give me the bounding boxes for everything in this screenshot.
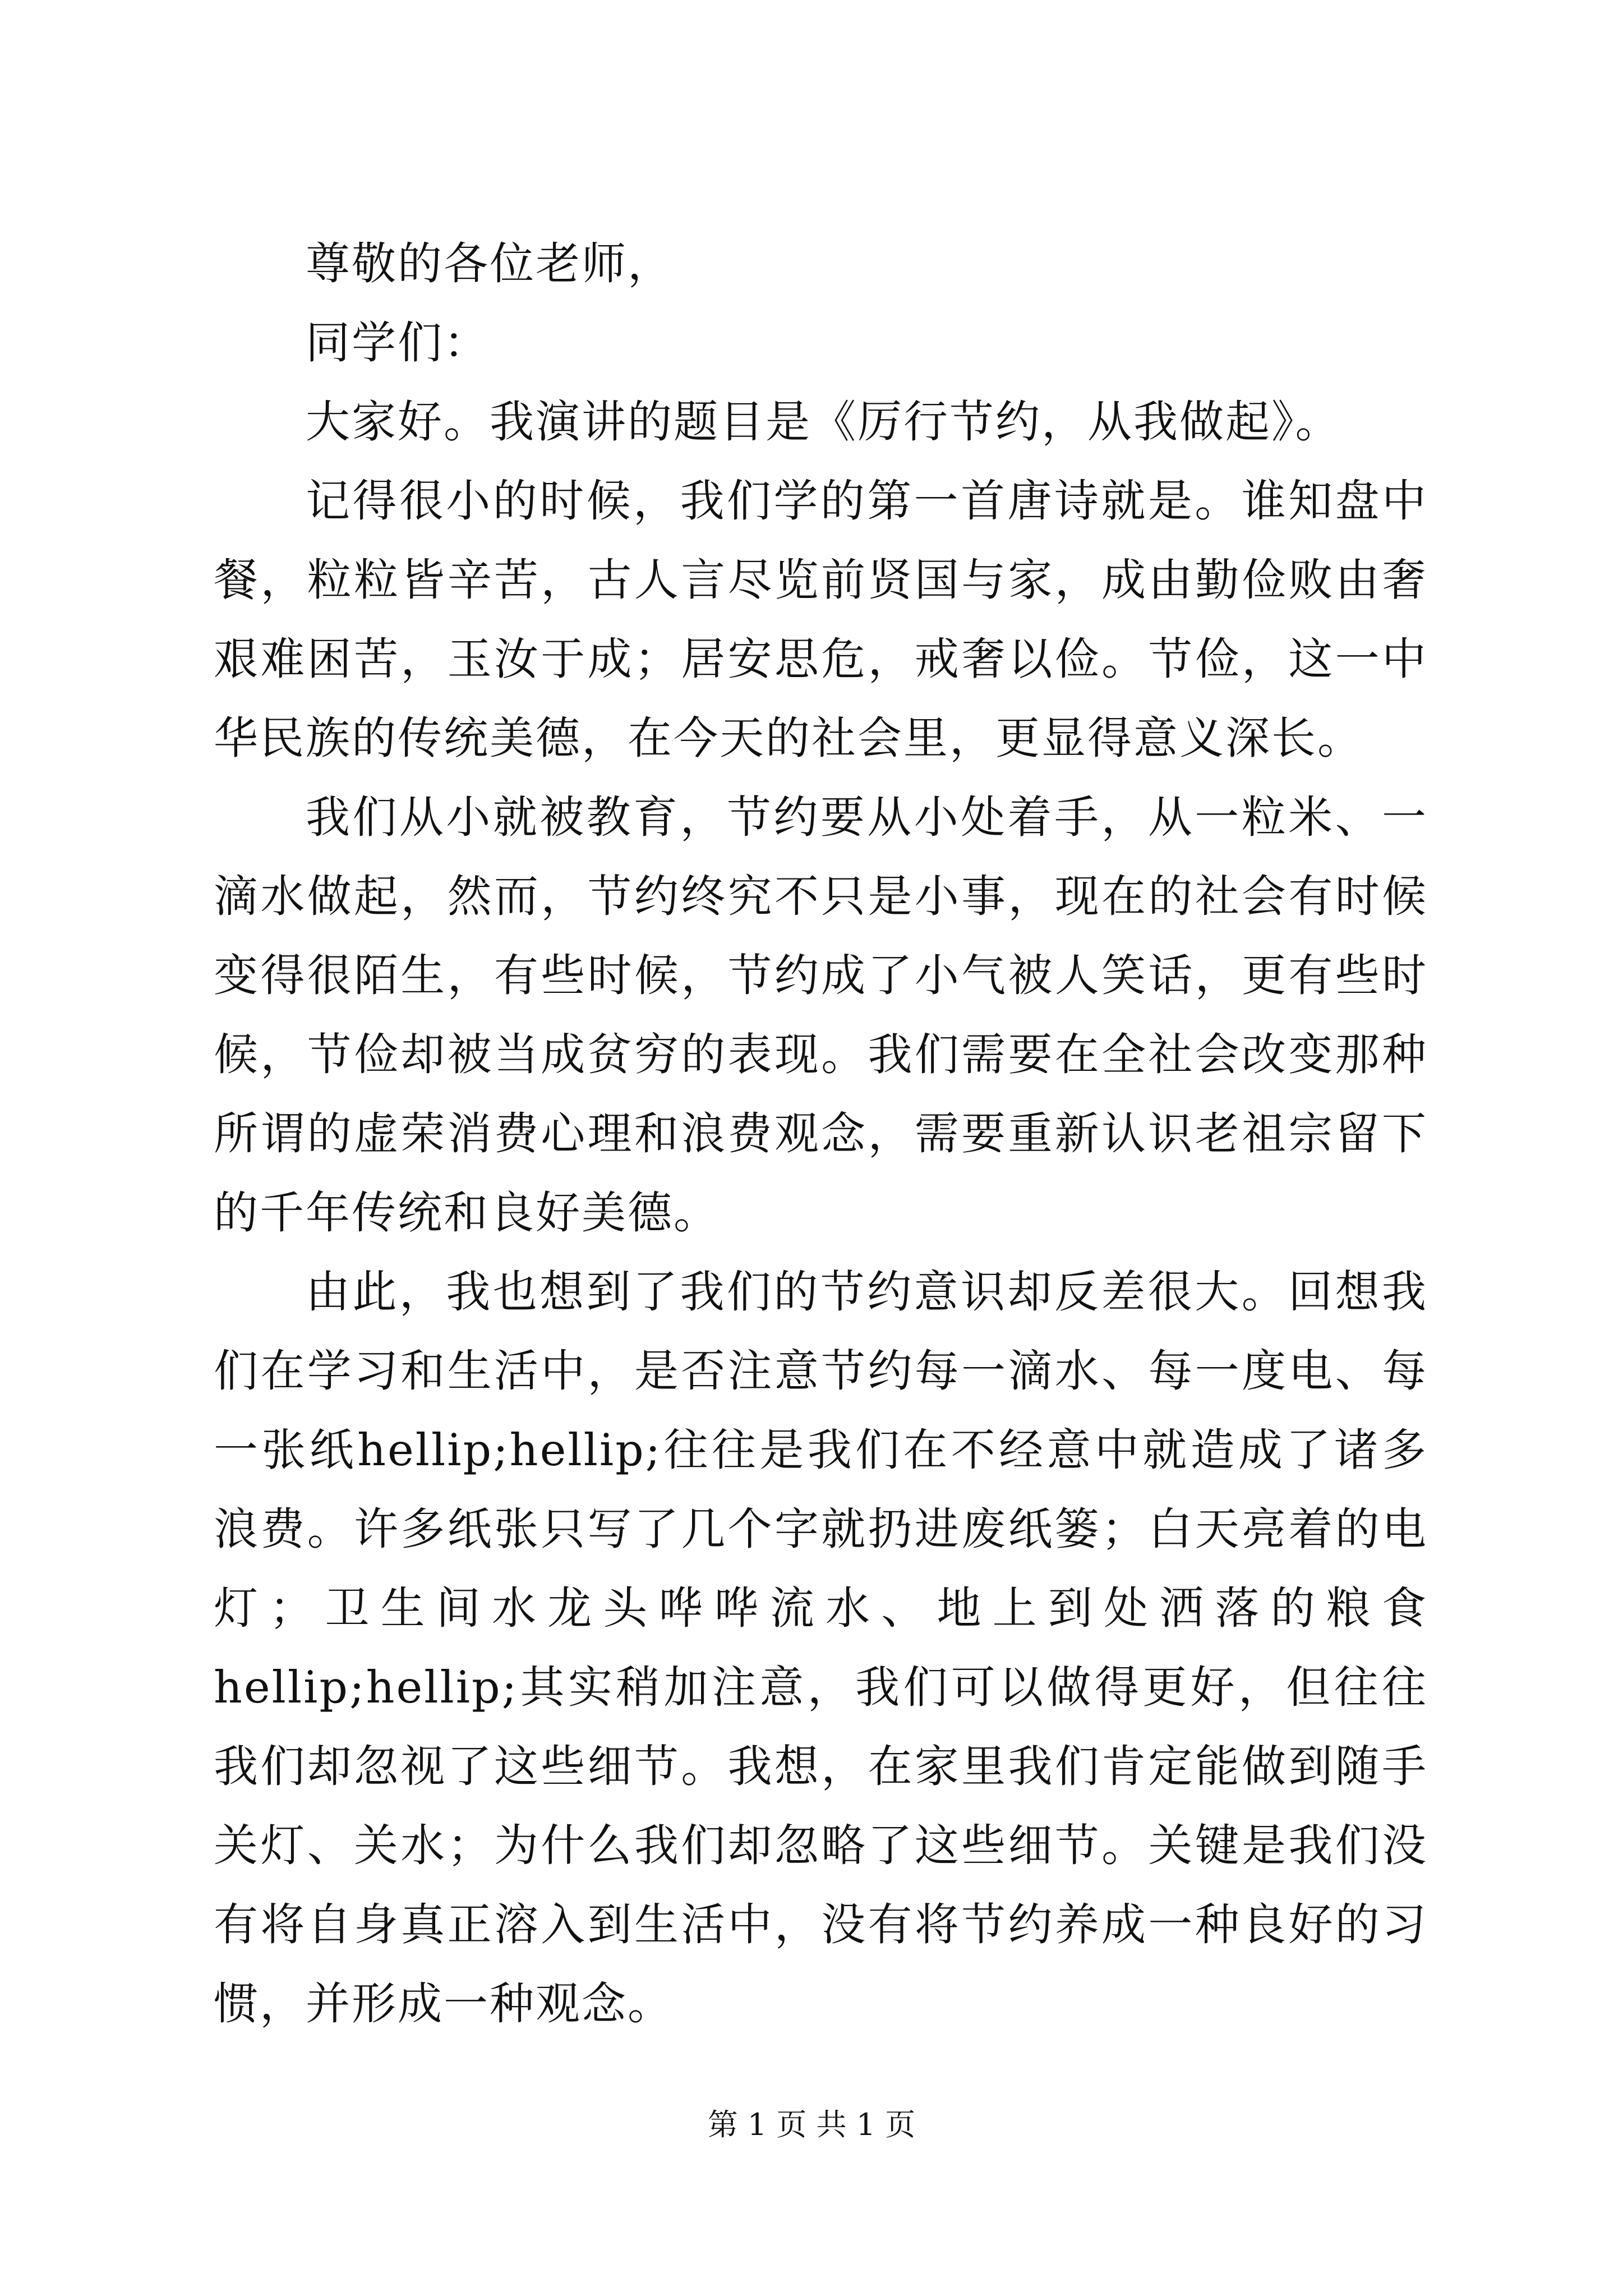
opening-paragraph: 大家好。我演讲的题目是《厉行节约，从我做起》。 (306, 396, 1341, 448)
page-footer: 第 1 页 共 1 页 (707, 2107, 916, 2142)
paragraph-awareness: 由此，我也想到了我们的节约意识却反差很大。回想我们在学习和生活中，是否注意节约每一滴水、每一度电、每一张纸hellip;hellip;往往是我们在不经意中就造成了诸多浪费。许多纸张只写了几个字就扔进废纸篓；白天亮着的电灯；卫生间水龙头哗哗流水、地上到处洒落的粮食hellip;hellip;其实稍加注意，我们可以做得更好，但往往我们却忽视了这些细节。我想，在家里我们肯定能做到随手关灯、关水；为什么我们却忽略了这些细节。关键是我们没有将自身真正溶入到生活中，没有将节约养成一种良好的习惯，并形成一种观念。 (214, 1266, 1428, 2030)
paragraph-tang-poem: 记得很小的时候，我们学的第一首唐诗就是。谁知盘中餐，粒粒皆辛苦，古人言尽览前贤国与家，成由勤俭败由奢艰难困苦，玉汝于成；居安思危，戒奢以俭。节俭，这一中华民族的传统美德，在今天的社会里，更显得意义深长。 (214, 475, 1428, 764)
salutation-students: 同学们： (306, 317, 490, 369)
paragraph-education: 我们从小就被教育，节约要从小处着手，从一粒米、一滴水做起，然而，节约终究不只是小事，现在的社会有时候变得很陌生，有些时候，节约成了小气被人笑话，更有些时候，节俭却被当成贫穷的表现。我们需要在全社会改变那种所谓的虚荣消费心理和浪费观念，需要重新认识老祖宗留下的千年传统和良好美德。 (214, 792, 1428, 1239)
salutation-teachers: 尊敬的各位老师， (306, 238, 674, 289)
document-body (214, 224, 1428, 2044)
